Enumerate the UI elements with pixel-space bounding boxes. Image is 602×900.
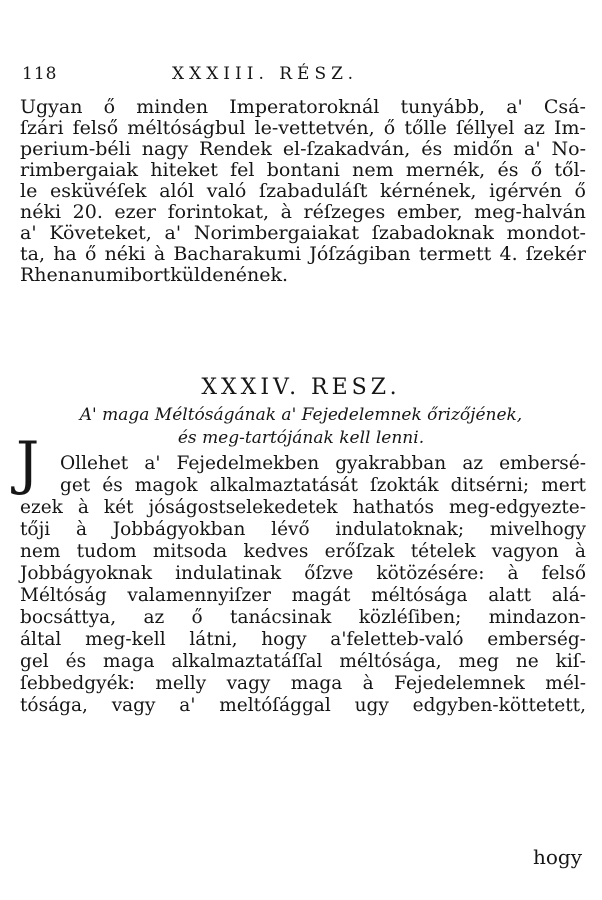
catchword: hogy: [532, 845, 582, 869]
text-line: néki 20. ezer forintokat, à réſzeges ember, meg-halván: [20, 201, 586, 223]
running-head: XXXIII. RÉSZ.: [172, 64, 359, 84]
text-line: get és magok alkalmaztatását ſzokták ditsérni; mert: [60, 475, 586, 496]
running-header: [22, 64, 582, 88]
text-line: Ugyan ő minden Imperatoroknál tunyább, a' Csá-: [20, 96, 586, 118]
text-line: perium-béli nagy Rendek el-ſzakadván, és midőn a' No-: [20, 138, 586, 160]
text-line: ſzári felső méltóságbul le-vettetvén, ő tőlle ſéllyel az Im-: [20, 117, 586, 139]
section-subtitle-line-2: és meg-tartójának kell lenni.: [177, 428, 425, 448]
text-line: nem tudom mitsoda kedves erőſzak tételek vagyon à: [20, 541, 586, 562]
text-line: ſebbedgyék: melly vagy maga à Fejedelemnek mél-: [20, 673, 586, 694]
text-line: által meg-kell látni, hogy a'feletteb-való emberség-: [20, 629, 586, 650]
text-line: gel és maga alkalmaztatáſſal méltósága, meg ne kiſ-: [20, 651, 586, 672]
text-line: Jobbágyoknak indulatinak őſzve kötözésére: à felső: [20, 563, 586, 584]
page-number: 118: [22, 64, 58, 84]
text-line: Rhenanumi bort küldenének.: [20, 264, 288, 286]
text-line: le esküvéſek alól való ſzabaduláſt kérnének, igérvén ő: [20, 180, 586, 202]
text-line: Ollehet a' Fejedelmekben gyakrabban az embersé-: [60, 453, 586, 474]
text-line: bocsáttya, az ő tanácsinak közléſiben; mindazon-: [20, 607, 586, 628]
section-subtitle-line-1: A' maga Méltóságának a' Fejedelemnek őrizőjének,: [79, 405, 523, 425]
section-title: XXXIV. RESZ.: [201, 375, 401, 400]
text-line: rimbergaiak hiteket fel bontani nem mernék, és ő től-: [20, 159, 586, 181]
paragraph-1: [20, 97, 586, 286]
paragraph-2: [20, 453, 586, 717]
text-line: ezek à két jóságostselekedetek hathatós meg-edgyezte-: [20, 497, 586, 518]
text-line: tőji à Jobbágyokban lévő indulatoknak; mivelhogy: [20, 519, 586, 540]
text-line: Méltóság valamennyiſzer magát méltósága alatt alá-: [20, 585, 586, 606]
text-line: ta, ha ő néki à Bacharakumi Jóſzágiban termett 4. ſzekér: [20, 243, 586, 265]
drop-cap: J: [16, 429, 40, 497]
text-line: a' Követeket, a' Norimbergaiakat ſzabadoknak mondot-: [20, 222, 586, 244]
text-line: tósága, vagy a' meltóſággal ugy edgyben-köttetett,: [20, 695, 586, 716]
